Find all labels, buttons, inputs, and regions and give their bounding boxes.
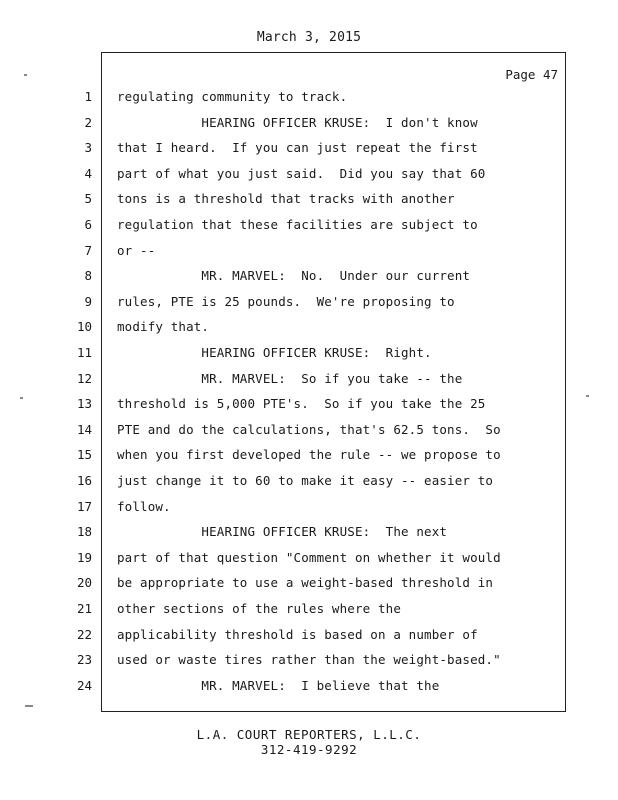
line-text: PTE and do the calculations, that's 62.5 tons. So <box>117 421 501 437</box>
scan-speck <box>20 397 23 399</box>
line-number: 7 <box>84 242 92 258</box>
transcript-line <box>0 191 618 216</box>
transcript-line <box>0 550 618 575</box>
transcript-line <box>0 678 618 703</box>
line-number: 18 <box>76 524 92 540</box>
line-text: or -- <box>117 242 156 258</box>
line-text: be appropriate to use a weight-based threshold in <box>117 575 494 591</box>
line-text: regulating community to track. <box>117 89 348 104</box>
line-text: just change it to 60 to make it easy -- easier to <box>117 473 494 488</box>
transcript-line <box>0 627 618 652</box>
line-number: 14 <box>76 421 92 437</box>
line-number: 9 <box>84 293 92 309</box>
line-text: other sections of the rules where the <box>117 601 401 616</box>
line-number: 5 <box>84 191 92 207</box>
line-text: HEARING OFFICER KRUSE: The next <box>117 524 448 540</box>
header-date: March 3, 2015 <box>256 30 362 45</box>
line-text: applicability threshold is based on a number of <box>117 626 478 642</box>
page-label: Page 47 <box>505 67 558 82</box>
line-number: 12 <box>76 370 92 386</box>
line-text: used or waste tires rather than the weight-based." <box>117 652 501 668</box>
line-text: follow. <box>117 498 171 514</box>
transcript-line <box>0 422 618 447</box>
line-text: threshold is 5,000 PTE's. So if you take the 25 <box>117 396 486 412</box>
line-number: 23 <box>76 652 92 668</box>
line-number: 10 <box>76 319 92 335</box>
line-number: 21 <box>76 601 92 616</box>
line-text: part of that question "Comment on whether it would <box>117 549 501 565</box>
scan-speck <box>25 705 33 707</box>
transcript-line <box>0 601 618 626</box>
line-text: when you first developed the rule -- we propose to <box>117 447 501 463</box>
line-number: 6 <box>84 217 92 232</box>
transcript-line <box>0 447 618 472</box>
line-text: MR. MARVEL: So if you take -- the <box>117 370 463 386</box>
transcript-line <box>0 243 618 268</box>
line-text: MR. MARVEL: No. Under our current <box>117 268 471 284</box>
line-text: modify that. <box>117 319 210 335</box>
line-number: 13 <box>76 396 92 412</box>
line-number: 11 <box>76 345 92 360</box>
line-text: that I heard. If you can just repeat the first <box>117 140 478 156</box>
transcript-line <box>0 115 618 140</box>
transcript-line <box>0 575 618 600</box>
transcript-line <box>0 396 618 421</box>
line-text: MR. MARVEL: I believe that the <box>117 677 440 693</box>
line-number: 15 <box>76 447 92 463</box>
transcript-line <box>0 217 618 242</box>
line-number: 20 <box>76 575 92 591</box>
scan-speck <box>24 74 27 76</box>
transcript-line <box>0 499 618 524</box>
line-number: 22 <box>76 626 92 642</box>
line-text: tons is a threshold that tracks with another <box>117 191 455 207</box>
line-number: 2 <box>84 114 92 130</box>
footer-company: L.A. COURT REPORTERS, L.L.C. <box>196 727 422 742</box>
line-number: 8 <box>84 268 92 284</box>
transcript-line <box>0 268 618 293</box>
transcript-line <box>0 371 618 396</box>
line-text: HEARING OFFICER KRUSE: I don't know <box>117 114 478 130</box>
line-number: 19 <box>76 549 92 565</box>
line-number: 4 <box>84 165 92 181</box>
transcript-line <box>0 652 618 677</box>
scan-speck <box>586 395 589 397</box>
line-text: HEARING OFFICER KRUSE: Right. <box>117 345 432 360</box>
line-number: 17 <box>76 498 92 514</box>
transcript-line <box>0 294 618 319</box>
transcript-line <box>0 473 618 498</box>
transcript-line <box>0 319 618 344</box>
transcript-line <box>0 89 618 114</box>
footer-phone: 312-419-9292 <box>260 742 358 757</box>
line-number: 3 <box>84 140 92 156</box>
transcript-line <box>0 524 618 549</box>
line-text: part of what you just said. Did you say that 60 <box>117 165 486 181</box>
line-number: 16 <box>76 473 92 488</box>
line-number: 24 <box>76 677 92 693</box>
line-number: 1 <box>84 89 92 104</box>
transcript-line <box>0 166 618 191</box>
line-text: rules, PTE is 25 pounds. We're proposing to <box>117 293 455 309</box>
line-text: regulation that these facilities are subject to <box>117 217 478 232</box>
transcript-line <box>0 140 618 165</box>
transcript-line <box>0 345 618 370</box>
